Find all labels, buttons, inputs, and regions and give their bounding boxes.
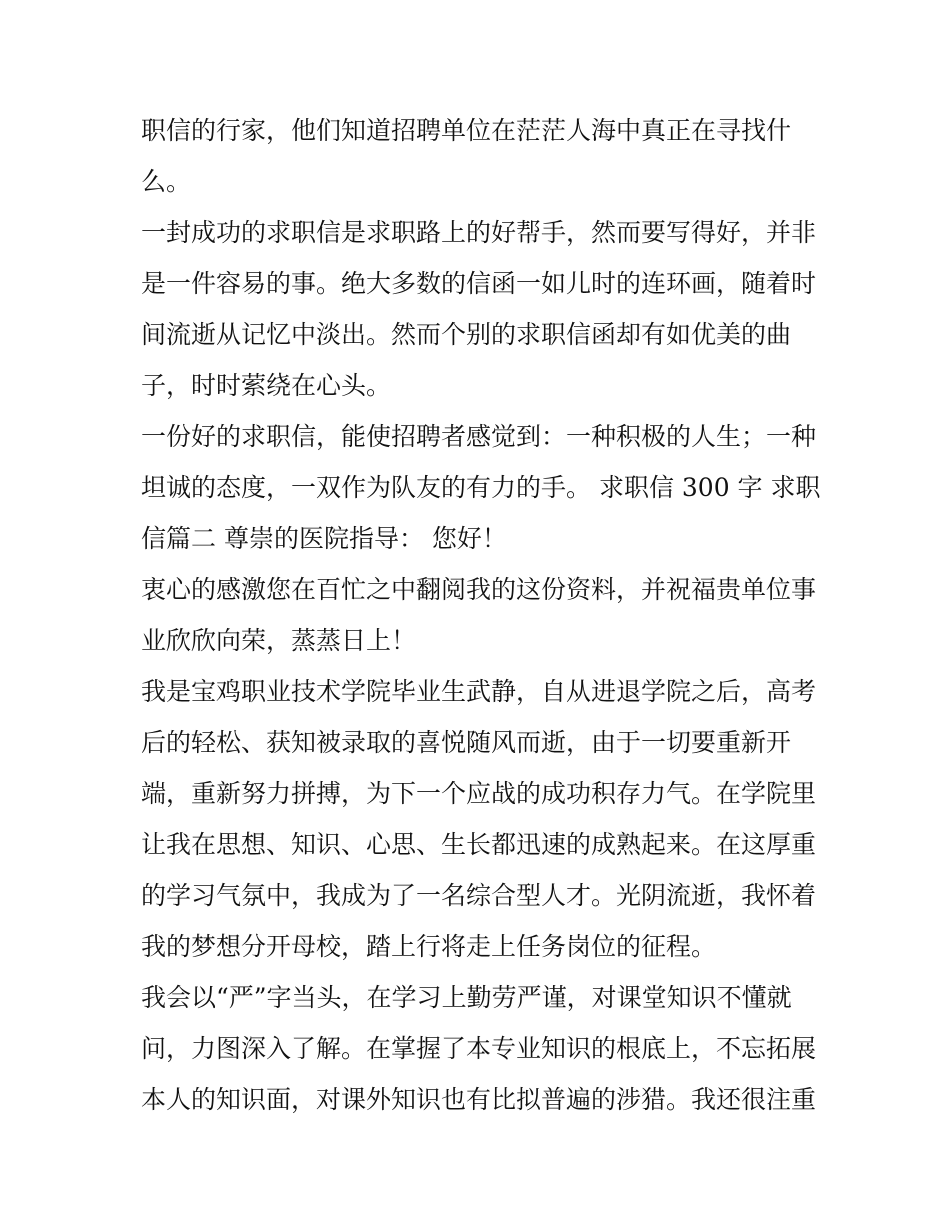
text-line: 问，力图深入了解。在掌握了本专业知识的根底上，不忘拓展	[141, 1034, 817, 1063]
text-line: 一份好的求职信，能使招聘者感觉到：一种积极的人生；一种	[141, 422, 817, 451]
text-line: 本人的知识面，对课外知识也有比拟普遍的涉猎。我还很注重	[141, 1085, 817, 1114]
text-line: 我会以“严”字当头，在学习上勤劳严谨，对课堂知识不懂就	[141, 983, 792, 1012]
text-line: 端，重新努力拼搏，为下一个应战的成功积存力气。在学院里	[141, 779, 817, 808]
text-line: 么。	[141, 167, 192, 196]
text-line: 我是宝鸡职业技术学院毕业生武静，自从进退学院之后，高考	[141, 677, 817, 706]
text-line: 信篇二 尊崇的医院指导： 您好！	[141, 524, 507, 553]
text-line: 一封成功的求职信是求职路上的好帮手，然而要写得好，并非	[141, 218, 817, 247]
text-line: 业欣欣向荣，蒸蒸日上！	[141, 626, 417, 655]
text-line: 让我在思想、知识、心思、生长都迅速的成熟起来。在这厚重	[141, 830, 817, 859]
text-line: 子，时时萦绕在心头。	[141, 371, 392, 400]
text-line: 职信的行家，他们知道招聘单位在茫茫人海中真正在寻找什	[141, 116, 792, 145]
text-line: 是一件容易的事。绝大多数的信函一如儿时的连环画，随着时	[141, 269, 817, 298]
text-line: 后的轻松、获知被录取的喜悦随风而逝，由于一切要重新开	[141, 728, 792, 757]
text-line: 的学习气氛中，我成为了一名综合型人才。光阴流逝，我怀着	[141, 881, 817, 910]
text-line: 衷心的感激您在百忙之中翻阅我的这份资料，并祝福贵单位事	[141, 575, 817, 604]
text-line: 我的梦想分开母校，踏上行将走上任务岗位的征程。	[141, 932, 717, 961]
text-line: 坦诚的态度，一双作为队友的有力的手。 求职信 300 字 求职	[141, 473, 821, 502]
body-text	[141, 105, 821, 1125]
text-line: 间流逝从记忆中淡出。然而个别的求职信函却有如优美的曲	[141, 320, 792, 349]
